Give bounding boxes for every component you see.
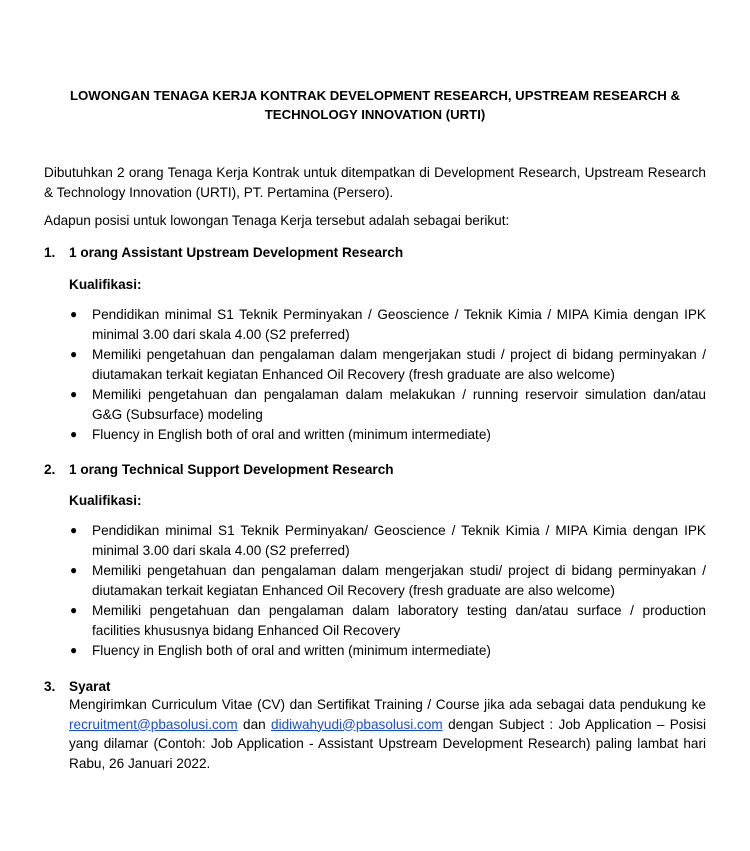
title-line-1: LOWONGAN TENAGA KERJA KONTRAK DEVELOPMENT RESEARCH, UPSTREAM RESEARCH &	[69, 88, 681, 103]
section-3-number: 3.	[44, 679, 56, 694]
bullet-icon: ●	[70, 427, 78, 441]
section-2-bullet-list	[69, 521, 706, 662]
section-1-heading	[44, 243, 403, 262]
bullet-icon: ●	[70, 523, 78, 537]
list-item: ● Memiliki pengetahuan dan pengalaman dalam melakukan / running reservoir simulation dan/atau G&G (Subsurface) modeling	[70, 387, 706, 422]
list-item: ● Fluency in English both of oral and written (minimum intermediate)	[69, 641, 706, 661]
section-1-kualifikasi-label: Kualifikasi:	[69, 277, 142, 292]
document-title	[60, 86, 690, 124]
bullet-icon: ●	[70, 563, 78, 577]
section-1-bullet-list	[69, 305, 706, 446]
list-item: ● Fluency in English both of oral and written (minimum intermediate)	[69, 425, 706, 445]
bullet-icon: ●	[70, 387, 78, 401]
list-item: ● Memiliki pengetahuan dan pengalaman dalam mengerjakan studi/ project di bidang perminyakan / diutamakan terkait kegiatan Enhanced Oil Recovery (fresh graduate are also welcome)	[70, 563, 706, 598]
section-3-title: Syarat	[69, 679, 111, 694]
section-2-number: 2.	[44, 462, 56, 477]
section-2-kualifikasi-label: Kualifikasi:	[69, 493, 142, 508]
syarat-paragraph: Mengirimkan Curriculum Vitae (CV) dan Sertifikat Training / Course jika ada sebagai data pendukung ke recruitment@pbasolusi.com dan didiwahyudi@pbasolusi.com dengan Subject : Job Application – Posisi yang dilamar (Contoh: Job Application - Assistant Upstream Development Research) paling lambat hari Rabu, 26 Januari 2022.	[69, 697, 706, 771]
recruitment-email-link[interactable]: recruitment@pbasolusi.com	[69, 716, 238, 732]
list-item: ● Memiliki pengetahuan dan pengalaman dalam laboratory testing dan/atau surface / production facilities khususnya bidang Enhanced Oil Recovery	[70, 603, 706, 638]
didiwahyudi-email-link[interactable]: didiwahyudi@pbasolusi.com	[271, 716, 443, 732]
intro-paragraph-2: Adapun posisi untuk lowongan Tenaga Kerja tersebut adalah sebagai berikut:	[44, 213, 510, 228]
section-2-heading	[44, 460, 394, 479]
bullet-icon: ●	[70, 307, 78, 321]
section-1-title: 1 orang Assistant Upstream Development Research	[69, 245, 404, 260]
section-3-heading	[44, 677, 111, 696]
list-item: ● Pendidikan minimal S1 Teknik Perminyakan/ Geoscience / Teknik Kimia / MIPA Kimia dengan IPK minimal 3.00 dari skala 4.00 (S2 preferred)	[70, 523, 706, 558]
bullet-icon: ●	[70, 603, 78, 617]
section-1-number: 1.	[44, 245, 56, 260]
section-2-title: 1 orang Technical Support Development Research	[69, 462, 394, 477]
bullet-icon: ●	[70, 643, 78, 657]
title-line-2: TECHNOLOGY INNOVATION (URTI)	[264, 107, 486, 122]
intro-paragraph: Dibutuhkan 2 orang Tenaga Kerja Kontrak untuk ditempatkan di Development Research, Upstream Research & Technology Innovation (URTI), PT. Pertamina (Persero).	[44, 165, 706, 200]
list-item: ● Pendidikan minimal S1 Teknik Perminyakan / Geoscience / Teknik Kimia / MIPA Kimia dengan IPK minimal 3.00 dari skala 4.00 (S2 preferred)	[70, 307, 706, 342]
list-item: ● Memiliki pengetahuan dan pengalaman dalam mengerjakan studi / project di bidang perminyakan / diutamakan terkait kegiatan Enhanced Oil Recovery (fresh graduate are also welcome)	[70, 347, 706, 382]
bullet-icon: ●	[70, 347, 78, 361]
